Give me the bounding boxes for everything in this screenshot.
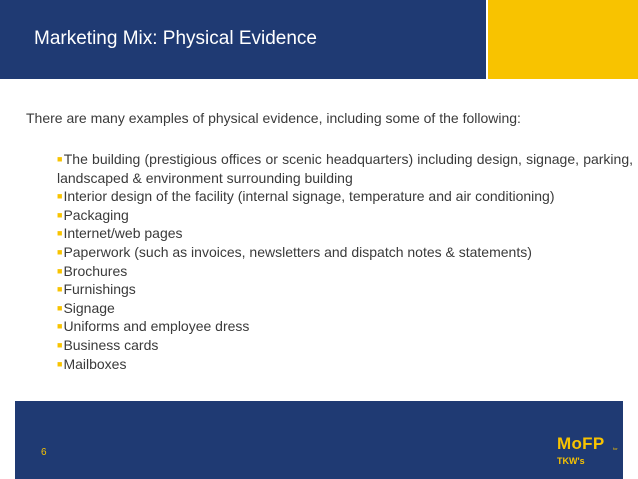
mofp-logo [553, 432, 629, 476]
list-item [57, 355, 633, 374]
bullet-text: Internet/web pages [63, 225, 183, 242]
bullet-icon: ■ [57, 154, 63, 164]
logo-main-text: MoFP [557, 434, 605, 453]
list-item [57, 243, 633, 262]
bullet-icon: ■ [57, 265, 63, 276]
bullet-text: Interior design of the facility (internal signage, temperature and air conditioning) [63, 188, 555, 205]
logo-sub-text: TKW's [557, 456, 585, 466]
title-bar [0, 0, 486, 79]
logo-sup-text: for [613, 446, 618, 451]
bullet-text: Furnishings [63, 281, 136, 298]
bullet-text: Uniforms and employee dress [63, 318, 250, 335]
bullet-text: Mailboxes [63, 355, 127, 372]
bullet-icon: ■ [57, 339, 63, 350]
bullet-icon: ■ [57, 228, 63, 239]
bullet-text: Brochures [63, 262, 128, 279]
bullet-text: Paperwork (such as invoices, newsletters and dispatch notes & statements) [63, 243, 532, 260]
bullet-icon: ■ [57, 191, 63, 202]
bullet-icon: ■ [57, 246, 63, 257]
list-item [57, 262, 633, 281]
title-accent-block [488, 0, 638, 79]
bullet-icon: ■ [57, 284, 63, 295]
bullet-icon: ■ [57, 321, 63, 332]
list-item [57, 280, 633, 299]
list-item [57, 317, 633, 336]
bullet-list [57, 150, 633, 373]
list-item [57, 206, 633, 225]
bullet-text: Business cards [63, 336, 159, 353]
list-item [57, 187, 633, 206]
bullet-icon: ■ [57, 302, 63, 313]
list-item [57, 299, 633, 318]
footer-bar [15, 401, 623, 479]
list-item [57, 150, 633, 187]
bullet-text: Signage [63, 299, 115, 316]
bullet-text: The building (prestigious offices or scenic headquarters) including design, signage, parking, landscaped & environment surrounding building [57, 151, 633, 186]
list-item [57, 336, 633, 355]
list-item [57, 224, 633, 243]
bullet-icon: ■ [57, 358, 63, 369]
intro-text: There are many examples of physical evidence, including some of the following: [26, 110, 521, 126]
bullet-icon: ■ [57, 209, 63, 220]
slide-title: Marketing Mix: Physical Evidence [34, 28, 317, 49]
bullet-text: Packaging [63, 206, 129, 223]
page-number: 6 [41, 447, 47, 458]
